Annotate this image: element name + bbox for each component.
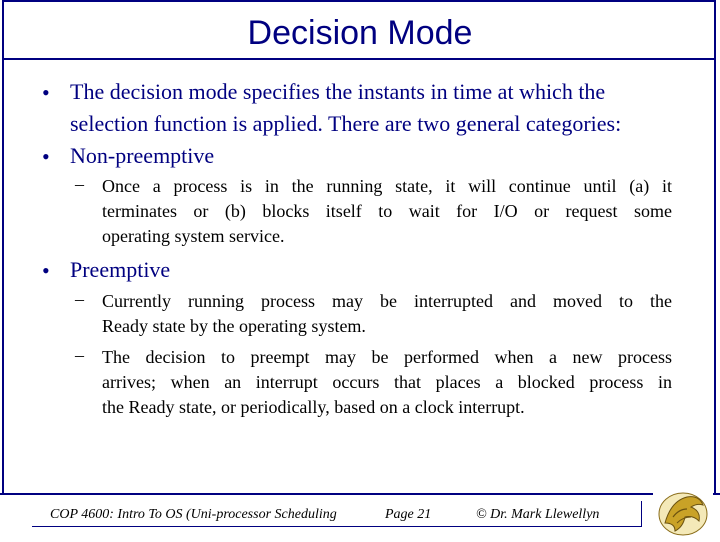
bullet-marker: • <box>42 80 50 105</box>
bullet-marker: • <box>42 258 50 283</box>
subbullet-text-preemptive-interrupted <box>102 289 672 339</box>
bullet-text-preemptive <box>70 254 690 286</box>
subbullet-text-preempt-decision <box>102 345 672 420</box>
footer-course: COP 4600: Intro To OS (Uni-processor Scheduling <box>50 507 337 522</box>
subbullet-marker: – <box>75 289 84 309</box>
text-line: Preemptive <box>70 257 171 282</box>
slide-title: Decision Mode <box>247 14 473 52</box>
text-line: selection function is applied. There are two general categories: <box>70 111 622 136</box>
text-line: Currently running process may be interrupted and moved to the <box>102 291 672 311</box>
footer-page-number: Page 21 <box>385 507 432 522</box>
bullet-marker: • <box>42 144 50 169</box>
text-line: Non-preemptive <box>70 143 215 168</box>
text-line: The decision to preempt may be performed when a new process <box>102 347 672 367</box>
text-line: the Ready state, or periodically, based on a clock interrupt. <box>102 397 525 417</box>
text-line: The decision mode specifies the instants in time at which the <box>70 79 606 104</box>
subbullet-text-non-preemptive-detail <box>102 174 672 249</box>
text-line: Ready state by the operating system. <box>102 316 366 336</box>
subbullet-marker: – <box>75 345 84 365</box>
text-line: Once a process is in the running state, it will continue until (a) it <box>102 176 672 196</box>
bullet-text-non-preemptive <box>70 140 690 172</box>
text-line: arrives; when an interrupt occurs that places a blocked process in <box>102 372 672 392</box>
bullet-text-decision-mode <box>70 76 690 140</box>
subbullet-marker: – <box>75 174 84 194</box>
footer-author: © Dr. Mark Llewellyn <box>476 507 600 522</box>
ucf-pegasus-logo-icon <box>653 487 713 537</box>
text-line: operating system service. <box>102 226 285 246</box>
text-line: terminates or (b) blocks itself to wait for I/O or request some <box>102 201 672 221</box>
